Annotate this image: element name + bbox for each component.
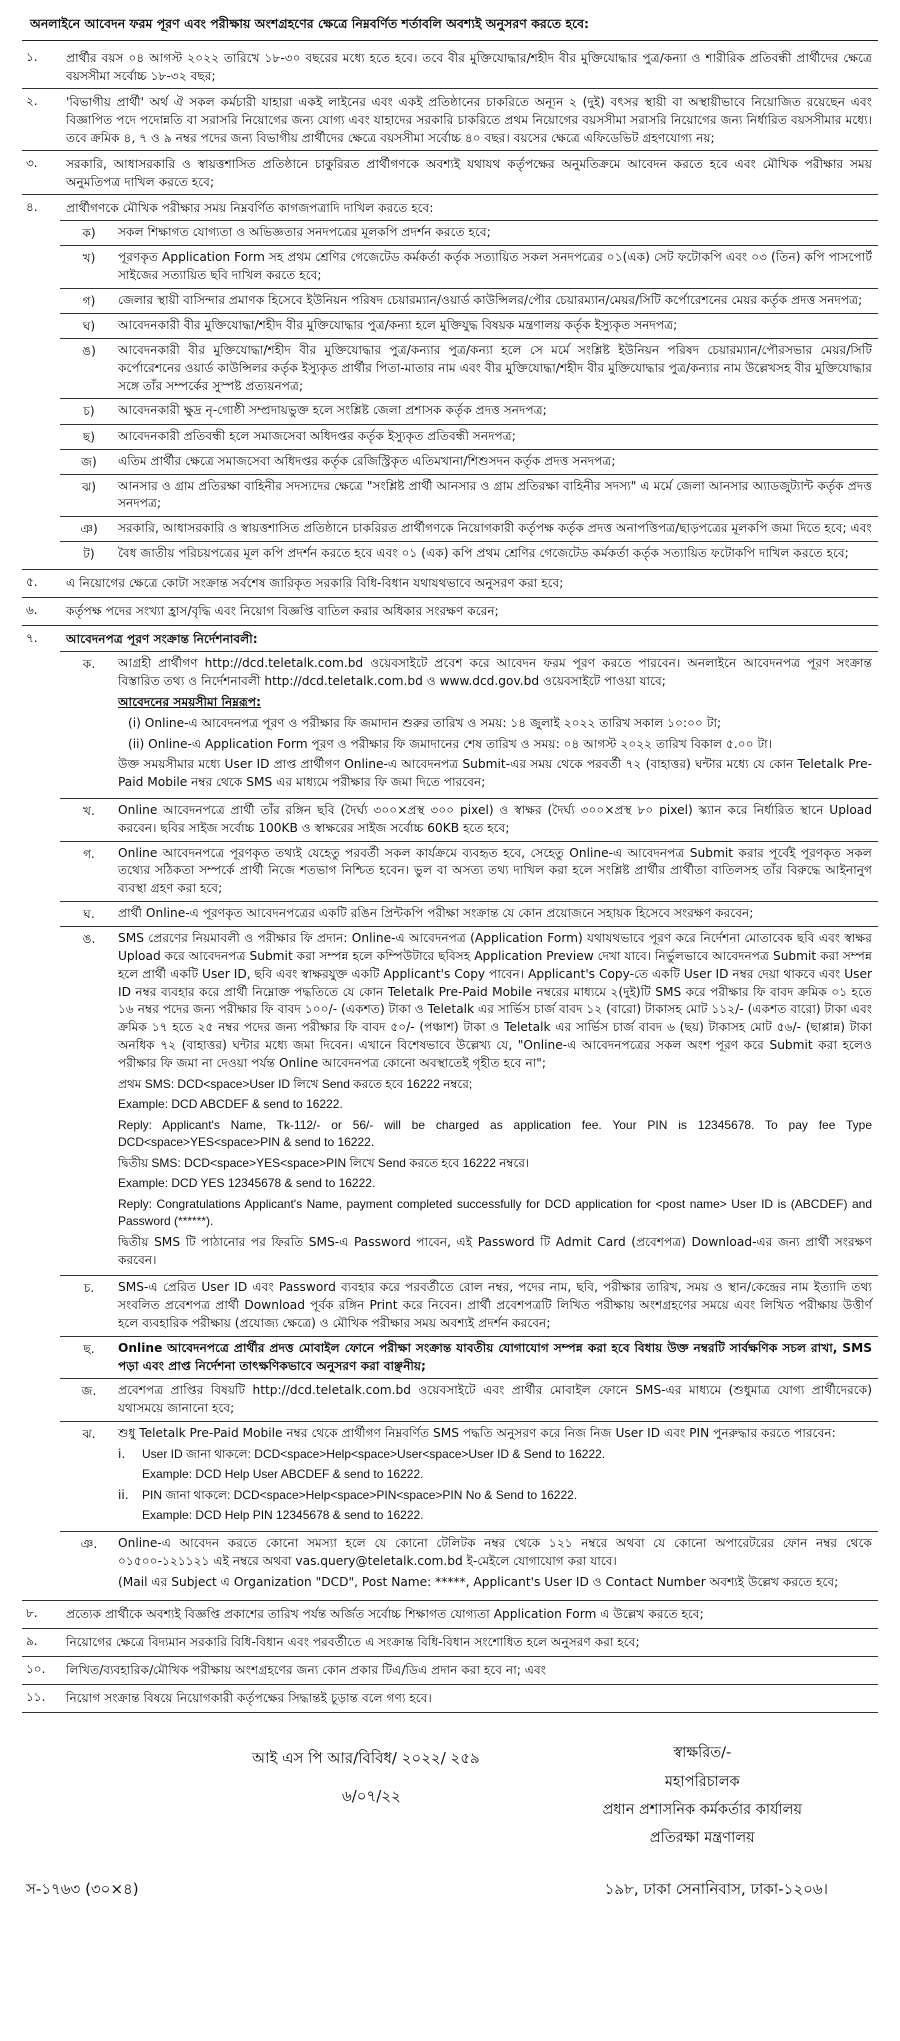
item-number: ৭. xyxy=(26,631,38,646)
instructions-heading: অনলাইনে আবেদন ফরম পূরণ এবং পরীক্ষায় অংশগ্রহণের ক্ষেত্রে নিম্নবর্ণিত শর্তাবলি অবশ্যই অনুসরণ করতে হবে: xyxy=(22,14,878,41)
condition-2 xyxy=(22,89,878,151)
sub-text: সকল শিক্ষাগত যোগ্যতা ও অভিজ্ঞতার সনদপত্রের মূলকপি প্রদর্শন করতে হবে; xyxy=(118,225,491,240)
item-number: ৯. xyxy=(26,1634,38,1649)
deadline-start: (i) Online-এ আবেদনপত্র পূরণ ও পরীক্ষার ফি জমাদান শুরুর তারিখ ও সময়: ১৪ জুলাই ২০২২ তারিখ সকাল ১০:০০ টা; xyxy=(128,715,722,730)
deadline-note: উক্ত সময়সীমার মধ্যে User ID প্রাপ্ত প্রার্থীগণ Online-এ আবেদনপত্র Submit-এর সময় থেকে পরবর্তী ৭২ (বাহাত্তর) ঘন্টার মধ্যে যে কোন Teletalk Pre-Paid Mobile নম্বর থেকে SMS এর মাধ্যমে পরীক্ষার ফি জমা দিতে পারবেন; xyxy=(118,757,872,790)
sub-text: আবেদনকারী ক্ষুদ্র নৃ-গোষ্ঠী সম্প্রদায়ভুক্ত হলে সংশ্লিষ্ট জেলা প্রশাসক কর্তৃক প্রদত্ত সনদপত্র; xyxy=(118,403,547,418)
item-text: এ নিয়োগের ক্ষেত্রে কোটা সংক্রান্ত সর্বশেষ জারিকৃত সরকারি বিধি-বিধান যথাযথভাবে অনুসরণ করা হবে; xyxy=(66,576,564,591)
document-requirement xyxy=(60,474,878,517)
sub-label: ঞ) xyxy=(80,522,98,537)
sms2-note: দ্বিতীয় SMS টি পাঠানোর পর ফিরতি SMS-এ Password পাবেন, এই Password টি Admit Card (প্রবেশপত্র) Download-এর জন্য প্রার্থী সংরক্ষণ করবেন। xyxy=(118,1234,872,1267)
mail-note: (Mail এর Subject এ Organization "DCD", Post Name: *****, Applicant's User ID ও Contact Number অবশ্যই উল্লেখ করতে হবে; xyxy=(118,1574,839,1589)
document-requirement xyxy=(60,245,878,288)
circular-document xyxy=(22,0,878,1963)
item-text: লিখিত/ব্যবহারিক/মৌখিক পরীক্ষায় অংশগ্রহণের জন্য কোন প্রকার টিএ/ডিএ প্রদান করা হবে না; এবং xyxy=(66,1663,547,1678)
instruction-j xyxy=(60,1531,878,1597)
sub-body xyxy=(118,1532,878,1597)
sub-body xyxy=(118,927,878,1275)
sub-label: চ. xyxy=(83,1281,95,1296)
sub-text: Online-এ আবেদন করতে কোনো সমস্যা হলে যে কোনো টেলিটক নম্বর থেকে ১২১ নম্বরে অথবা যে কোনো অপারেটরের ফোন নম্বর থেকে ০১৫০০-১২১১২১ এই নম্বরে অথবা vas.query@teletalk.com.bd ই-মেইলে যোগাযোগ করা যাবে। xyxy=(118,1535,872,1568)
item-number: ৫. xyxy=(26,575,38,590)
condition-4 xyxy=(22,195,878,570)
sub-label: ক) xyxy=(82,226,96,241)
sub-text: প্রার্থী Online-এ পূরণকৃত আবেদনপত্রের একটি রঙিন প্রিন্টকপি পরীক্ষা সংক্রান্ত যে কোন প্রয়োজনে সহায়ক হিসেবে সংরক্ষণ করবেন; xyxy=(118,906,754,921)
sub-label: খ) xyxy=(82,251,96,266)
item-number: ১০. xyxy=(26,1662,46,1677)
sub-text: শুধু Teletalk Pre-Paid Mobile নম্বর থেকে প্রার্থীগণ নিম্নবর্ণিত SMS পদ্ধতি অনুসরণ করে নিজ নিজ User ID এবং PIN পুনরুদ্ধার করতে পারবেন: xyxy=(118,1426,836,1441)
condition-11 xyxy=(22,1685,878,1713)
sub-body xyxy=(118,652,878,798)
memo-reference: আই এস পি আর/বিবিধ/ ২০২২/ ২৫৯ xyxy=(252,1749,480,1768)
document-requirement xyxy=(60,424,878,449)
sub-label: ছ) xyxy=(82,429,96,444)
document-requirement xyxy=(60,338,878,398)
item-body xyxy=(60,195,878,569)
sub-text: পূরণকৃত Application Form সহ প্রথম শ্রেণির গেজেটেড কর্মকর্তা কর্তৃক সত্যায়িত সকল সনদপত্রের ০১(এক) সেট ফটোকপি এবং ০৩ (তিন) কপি পাসপোর্ট সাইজের সত্যায়িত ছবি দাখিল করতে হবে; xyxy=(118,250,872,283)
recovery-user-id xyxy=(118,1446,872,1487)
item-intro: আবেদনপত্র পূরণ সংক্রান্ত নির্দেশনাবলী: xyxy=(66,632,258,647)
sub-label: জ) xyxy=(81,454,97,469)
item-text: নিয়োগ সংক্রান্ত বিষয়ে নিয়োগকারী কর্তৃপক্ষের সিদ্ধান্তই চূড়ান্ত বলে গণ্য হবে। xyxy=(66,1691,432,1706)
sub-label: ট) xyxy=(83,547,95,562)
item-intro: প্রার্থীগণকে মৌখিক পরীক্ষার সময় নিম্নবর্ণিত কাগজপত্রাদি দাখিল করতে হবে: xyxy=(66,201,434,216)
item-text: প্রার্থীর বয়স ০৪ আগস্ট ২০২২ তারিখে ১৮-৩০ বছরের মধ্যে হতে হবে। তবে বীর মুক্তিযোদ্ধার/শহীদ বীর মুক্তিযোদ্ধার পুত্র/কন্যা ও শারীরিক প্রতিবন্ধী প্রার্থীদের ক্ষেত্রে বয়সসীমা সর্বোচ্চ ১৮-৩২ বছর; xyxy=(66,50,872,83)
sub-label: ঙ) xyxy=(82,344,96,359)
sub-text: প্রবেশপত্র প্রাপ্তির বিষয়টি http://dcd.teletalk.com.bd ওয়েবসাইটে এবং প্রার্থীর মোবাইল ফোনে SMS-এর মাধ্যমে (শুধুমাত্র যোগ্য প্রার্থীদেরকে) যথাসময়ে জানানো হবে; xyxy=(118,1383,872,1416)
recovery-example: Example: DCD Help PIN 12345678 & send to 16222. xyxy=(142,1508,424,1523)
instruction-b xyxy=(60,798,878,841)
sub-text: SMS প্রেরণের নিয়মাবলী ও পরীক্ষার ফি প্রদান: Online-এ আবেদনপত্র (Application Form) যথাযথভাবে পূরণ করে নির্দেশনা মোতাবেক ছবি এবং স্বাক্ষর Upload করে আবেদনপত্র Submit করা সম্পন্ন হলে কম্পিউটারে ছবিসহ Application Preview দেখা যাবে। নির্ভুলভাবে আবেদনপত্র Submit করা সম্পন্ন হলে প্রার্থী একটি User ID, ছবি এবং স্বাক্ষরযুক্ত একটি Applicant's Copy পাবেন। Applicant's Copy-তে একটি User ID নম্বর দেয়া থাকবে এবং User ID নম্বর ব্যবহার করে প্রার্থী নিম্নোক্ত পদ্ধতিতে যে কোন Teletalk Pre-Paid Mobile নম্বরের মাধ্যমে ২(দুই)টি SMS করে পরীক্ষার ফি বাবদ ক্রমিক ০১ হতে ১৬ নম্বর পদের জন্য পরীক্ষার ফি বাবদ ১০০/- (একশত) টাকা ও Teletalk এর সার্ভিস চার্জ বাবদ ১২ (বারো) টাকাসহ মোট ১১২/- (একশত বারো) টাকা এবং ক্রমিক ১৭ হতে ২৫ নম্বর পদের জন্য পরীক্ষার ফি বাবদ ৫০/- (পঞ্চাশ) টাকা ও Teletalk এর সার্ভিস চার্জ বাবদ ৬ (ছয়) টাকাসহ মোট ৫৬/- (ছাপ্পান্ন) টাকা অনধিক ৭২ (বাহাত্তর) ঘন্টার মধ্যে জমা দিবেন। এখানে বিশেষভাবে উল্লেখ্য যে, "Online-এ আবেদনপত্রের সকল অংশ পূরণ করে Submit করা হলেও পরীক্ষার ফি জমা না দেওয়া পর্যন্ত Online আবেদনপত্র কোনো অবস্থাতেই গৃহীত হবে না"; xyxy=(118,931,872,1070)
sub-label: ঘ) xyxy=(82,318,96,333)
condition-10 xyxy=(22,1657,878,1685)
condition-8 xyxy=(22,1601,878,1629)
recovery-example: Example: DCD Help User ABCDEF & send to 16222. xyxy=(142,1467,424,1482)
condition-6 xyxy=(22,598,878,626)
sms1-example: Example: DCD ABCDEF & send to 16222. xyxy=(118,1097,343,1112)
item-number: ৬. xyxy=(26,603,38,618)
roman-label: ii. xyxy=(118,1487,129,1502)
deadline-title: আবেদনের সময়সীমা নিম্নরূপ: xyxy=(118,694,262,709)
sub-label: গ. xyxy=(83,846,95,861)
sub-label: খ. xyxy=(83,804,95,819)
document-requirement xyxy=(60,313,878,338)
signatory-title: মহাপরিচালক xyxy=(664,1773,740,1790)
instruction-a xyxy=(60,651,878,798)
sub-text: আবেদনকারী বীর মুক্তিযোদ্ধা/শহীদ বীর মুক্তিযোদ্ধার পুত্র/কন্যা হলে মুক্তিযুদ্ধ বিষয়ক মন্ত্রণালয় কর্তৃক ইস্যুকৃত সনদপত্র; xyxy=(118,317,678,332)
item-body xyxy=(60,626,878,1600)
condition-1 xyxy=(22,45,878,89)
item-text: 'বিভাগীয় প্রার্থী' অর্থ ঐ সকল কর্মচারী যাহারা একই লাইনের এবং একই প্রতিষ্ঠানের চাকরিতে অন্যূন ২ (দুই) বৎসর স্থায়ী বা অস্থায়ীভাবে নিয়োজিত রয়েছেন এবং বিজ্ঞাপিত পদে পদোন্নতি বা সরাসরি নিয়োগের জন্য যোগ্য এবং যাহাদের সরকারি চাকরিতে প্রথম নিয়োগের বয়সসীমা সরাসরি নিয়োগের জন্য নির্ধারিত বয়সসীমার মধ্যে। তবে ক্রমিক ৪, ৭ ও ৯ নম্বর পদের জন্য বিভাগীয় প্রার্থীদের ক্ষেত্রে বয়সসীমা সর্বোচ্চ ৪০ বছর। বয়সের ক্ষেত্রে এফিডেভিট গ্রহণযোগ্য নয়; xyxy=(66,94,872,146)
recovery-body xyxy=(142,1446,605,1487)
sub-label: ক. xyxy=(82,657,96,672)
sub-text: Online আবেদনপত্রে প্রার্থী তাঁর রঙ্গিন ছবি (দৈর্ঘ্য ৩০০×প্রস্থ ৩০০ pixel) ও স্বাক্ষর (দৈর্ঘ্য ৩০০×প্রস্থ ৮০ pixel) স্ক্যান করে নির্ধারিত স্থানে Upload করবেন। ছবির সাইজ সর্বোচ্চ 100KB ও স্বাক্ষরের সাইজ সর্বোচ্চ 60KB হতে হবে; xyxy=(118,803,872,835)
item-number: ৩. xyxy=(26,156,38,171)
signed-mark: স্বাক্ষরিত/- xyxy=(673,1745,732,1762)
condition-5 xyxy=(22,570,878,598)
item-text: কর্তৃপক্ষ পদের সংখ্যা হ্রাস/বৃদ্ধি এবং নিয়োগ বিজ্ঞপ্তি বাতিল করার অধিকার সংরক্ষণ করেন; xyxy=(66,604,499,619)
sub-text: SMS-এ প্রেরিত User ID এবং Password ব্যবহার করে পরবর্তীতে রোল নম্বর, পদের নাম, ছবি, পরীক্ষার তারিখ, সময় ও স্থান/কেন্দ্রের নাম ইত্যাদি তথ্য সংবলিত প্রবেশপত্র প্রার্থী Download পূর্বক রঙ্গিন Print করে নিবেন। প্রার্থী প্রবেশপত্রটি লিখিত পরীক্ষায় অংশগ্রহণের সময়ে এবং লিখিত পরীক্ষায় উত্তীর্ণ হলে ব্যবহারিক পরীক্ষায় (প্রযোজ্য ক্ষেত্রে) ও মৌখিক পরীক্ষার সময় অবশ্যই প্রদর্শন করবেন; xyxy=(118,1280,872,1331)
sub-label: চ) xyxy=(83,404,95,419)
sub-label: গ) xyxy=(82,293,96,308)
document-requirement xyxy=(60,541,878,566)
memo-date: ৬/০৭/২২ xyxy=(342,1787,401,1806)
item-number: ৪. xyxy=(26,200,38,215)
recovery-text: User ID জানা থাকলে: DCD<space>Help<space>User<space>User ID & Send to 16222. xyxy=(142,1446,606,1461)
office-address: ১৯৮, ঢাকা সেনানিবাস, ঢাকা-১২০৬। xyxy=(604,1880,828,1899)
item-number: ২. xyxy=(26,93,38,108)
sub-label: ঝ. xyxy=(82,1427,96,1442)
item-text: সরকারি, আধাসরকারি ও স্বায়ত্তশাসিত প্রতিষ্ঠানে চাকুরিরত প্রার্থীগণকে অবশ্যই যথাযথ কর্তৃপক্ষের অনুমতিক্রমে আবেদন করতে হবে এবং মৌখিক পরীক্ষার সময় অনুমতিপত্র দাখিল করতে হবে; xyxy=(66,157,872,190)
instruction-e xyxy=(60,926,878,1275)
sub-text: আবেদনকারী প্রতিবন্ধী হলে সমাজসেবা অধিদপ্তর কর্তৃক ইস্যুকৃত প্রতিবন্ধী সনদপত্র; xyxy=(118,428,516,443)
sms2-example: Example: DCD YES 12345678 & send to 16222. xyxy=(118,1176,376,1191)
condition-9 xyxy=(22,1629,878,1657)
print-code: স-১৭৬৩ (৩০×৪) xyxy=(26,1880,139,1899)
document-requirement xyxy=(60,449,878,474)
instruction-d xyxy=(60,901,878,926)
sub-label: ঞ. xyxy=(80,1536,98,1551)
sms2-title: দ্বিতীয় SMS: DCD<space>YES<space>PIN লিখে Send করতে হবে 16222 নম্বরে। xyxy=(118,1155,530,1170)
sub-label: ছ. xyxy=(83,1341,95,1356)
sub-text: জেলার স্থায়ী বাসিন্দার প্রমাণক হিসেবে ইউনিয়ন পরিষদ চেয়ারম্যান/ওয়ার্ড কাউন্সিলর/পৌর চেয়ারম্যান/মেয়র/সিটি কর্পোরেশনের মেয়র কর্তৃক প্রদত্ত সনদপত্র; xyxy=(118,292,863,307)
sms2-reply: Reply: Congratulations Applicant's Name, payment completed successfully for DCD application for <post name> User ID is (ABCDEF) and Password (******). xyxy=(118,1196,872,1229)
sub-text: সরকারি, আধাসরকারি ও স্বায়ত্তশাসিত প্রতিষ্ঠানে চাকরিরত প্রার্থীগণকে নিয়োগকারী কর্তৃপক্ষ কর্তৃক প্রদত্ত অনাপত্তিপত্র/ছাড়পত্রের মূলকপি জমা দিতে হবে; এবং xyxy=(118,521,872,536)
sub-text: আনসার ও গ্রাম প্রতিরক্ষা বাহিনীর সদস্যদের ক্ষেত্রে "সংশ্লিষ্ট প্রার্থী আনসার ও গ্রাম প্রতিরক্ষা বাহিনীর সদস্য" এ মর্মে জেলা আনসার অ্যাডজুট্যান্ট কর্তৃক প্রদত্ত সনদপত্র; xyxy=(118,478,872,511)
sub-text: আবেদনকারী বীর মুক্তিযোদ্ধা/শহীদ বীর মুক্তিযোদ্ধার পুত্র/কন্যার পুত্র/কন্যা হলে সে মর্মে সংশ্লিষ্ট ইউনিয়ন পরিষদ চেয়ারম্যান/পৌরসভার মেয়র/সিটি কর্পোরেশনের ওয়ার্ড কাউন্সিলর কর্তৃক ইস্যুকৃত প্রার্থীর পিতা-মাতার নাম এবং বীর মুক্তিযোদ্ধা/শহীদ বীর মুক্তিযোদ্ধার পুত্র/কন্যার নাম উল্লেখসহ বীর মুক্তিযোদ্ধার সঙ্গে তাঁর সম্পর্কের সুস্পষ্ট প্রত্যয়নপত্র; xyxy=(118,343,872,393)
sub-label: ঙ. xyxy=(82,932,96,947)
sub-body xyxy=(118,1422,878,1531)
document-requirement xyxy=(60,516,878,541)
sub-text: আগ্রহী প্রার্থীগণ http://dcd.teletalk.com.bd ওয়েবসাইটে প্রবেশ করে আবেদন ফরম পূরণ করতে পারবেন। অনলাইনে আবেদনপত্র পূরণ সংক্রান্ত বিস্তারিত তথ্য ও নির্দেশনাবলী http://dcd.teletalk.com.bd ও www.dcd.gov.bd ওয়েবসাইটে পাওয়া যাবে; xyxy=(118,656,872,689)
sub-label: ঘ. xyxy=(83,907,95,922)
sms1-title: প্রথম SMS: DCD<space>User ID লিখে Send করতে হবে 16222 নম্বরে; xyxy=(118,1076,473,1091)
item-number: ৮. xyxy=(26,1606,38,1621)
document-requirement xyxy=(60,220,878,245)
sub-label: জ. xyxy=(81,1384,97,1399)
sub-label: ঝ) xyxy=(82,479,96,494)
sms1-reply: Reply: Applicant's Name, Tk-112/- or 56/- will be charged as application fee. Your PIN is 12345678. To pay fee Type DCD<space>YES<space>PIN & send to 16222. xyxy=(118,1117,872,1150)
condition-7 xyxy=(22,626,878,1601)
item-text: প্রত্যেক প্রার্থীকে অবশ্যই বিজ্ঞপ্তি প্রকাশের তারিখ পর্যন্ত অর্জিত সর্বোচ্চ শিক্ষাগত যোগ্যতা Application Form এ উল্লেখ করতে হবে; xyxy=(66,1607,704,1622)
document-requirement xyxy=(60,288,878,313)
sub-text: Online আবেদনপত্রে প্রার্থীর প্রদত্ত মোবাইল ফোনে পরীক্ষা সংক্রান্ত যাবতীয় যোগাযোগ সম্পন্ন করা হবে বিধায় উক্ত নম্বরটি সার্বক্ষণিক সচল রাখা, SMS পড়া এবং প্রাপ্ত নির্দেশনা তাৎক্ষণিকভাবে অনুসরণ করা বাঞ্ছনীয়; xyxy=(118,1340,872,1373)
instruction-i xyxy=(60,1421,878,1531)
ministry-name: প্রতিরক্ষা মন্ত্রণালয় xyxy=(649,1830,755,1847)
sub-text: এতিম প্রার্থীর ক্ষেত্রে সমাজসেবা অধিদপ্তর কর্তৃক রেজিস্ট্রিকৃত এতিমখানা/শিশুসদন কর্তৃক প্রদত্ত সনদপত্র; xyxy=(118,453,616,468)
roman-label: i. xyxy=(118,1446,126,1461)
recovery-body xyxy=(142,1487,577,1528)
recovery-pin xyxy=(118,1487,872,1528)
instruction-f xyxy=(60,1275,878,1335)
signature-block xyxy=(603,1739,802,1852)
item-text: নিয়োগের ক্ষেত্রে বিদ্যমান সরকারি বিধি-বিধান এবং পরবর্তীতে এ সংক্রান্ত বিধি-বিধান সংশোধিত হলে অনুসরণ করা হবে; xyxy=(66,1635,640,1650)
item-number: ১১. xyxy=(26,1690,46,1705)
deadline-end: (ii) Online-এ Application Form পূরণ ও পরীক্ষার ফি জমাদানের শেষ তারিখ ও সময়: ০৪ আগস্ট ২০২২ তারিখ বিকাল ৫.০০ টা। xyxy=(128,736,773,751)
instruction-g xyxy=(60,1336,878,1379)
document-requirement xyxy=(60,398,878,423)
condition-3 xyxy=(22,151,878,195)
instruction-h xyxy=(60,1378,878,1421)
office-name: প্রধান প্রশাসনিক কর্মকর্তার কার্যালয় xyxy=(602,1801,802,1818)
signature-footer xyxy=(22,1713,878,1963)
sub-text: Online আবেদনপত্রে পূরণকৃত তথ্যই যেহেতু পরবর্তী সকল কার্যক্রমে ব্যবহৃত হবে, সেহেতু Online-এ আবেদনপত্র Submit করার পূর্বেই পূরণকৃত সকল তথ্যের সঠিকতা সম্পর্কে প্রার্থী নিজে শতভাগ নিশ্চিত হবেন। ভুল বা অসত্য তথ্য দাখিল করা হলে সংশ্লিষ্ট প্রার্থীর প্রার্থীতা বাতিলসহ তাঁর বিরুদ্ধে আইনানুগ ব্যবস্থা গ্রহণ করা হবে; xyxy=(118,845,872,896)
item-number: ১. xyxy=(26,49,38,64)
instruction-c xyxy=(60,841,878,901)
sub-text: বৈধ জাতীয় পরিচয়পত্রের মূল কপি প্রদর্শন করতে হবে এবং ০১ (এক) কপি প্রথম শ্রেণির গেজেটেড কর্মকর্তা কর্তৃক সত্যায়িত ফটোকপি দাখিল করতে হবে; xyxy=(118,546,849,561)
recovery-text: PIN জানা থাকলে: DCD<space>Help<space>PIN<space>PIN No & Send to 16222. xyxy=(142,1487,578,1502)
